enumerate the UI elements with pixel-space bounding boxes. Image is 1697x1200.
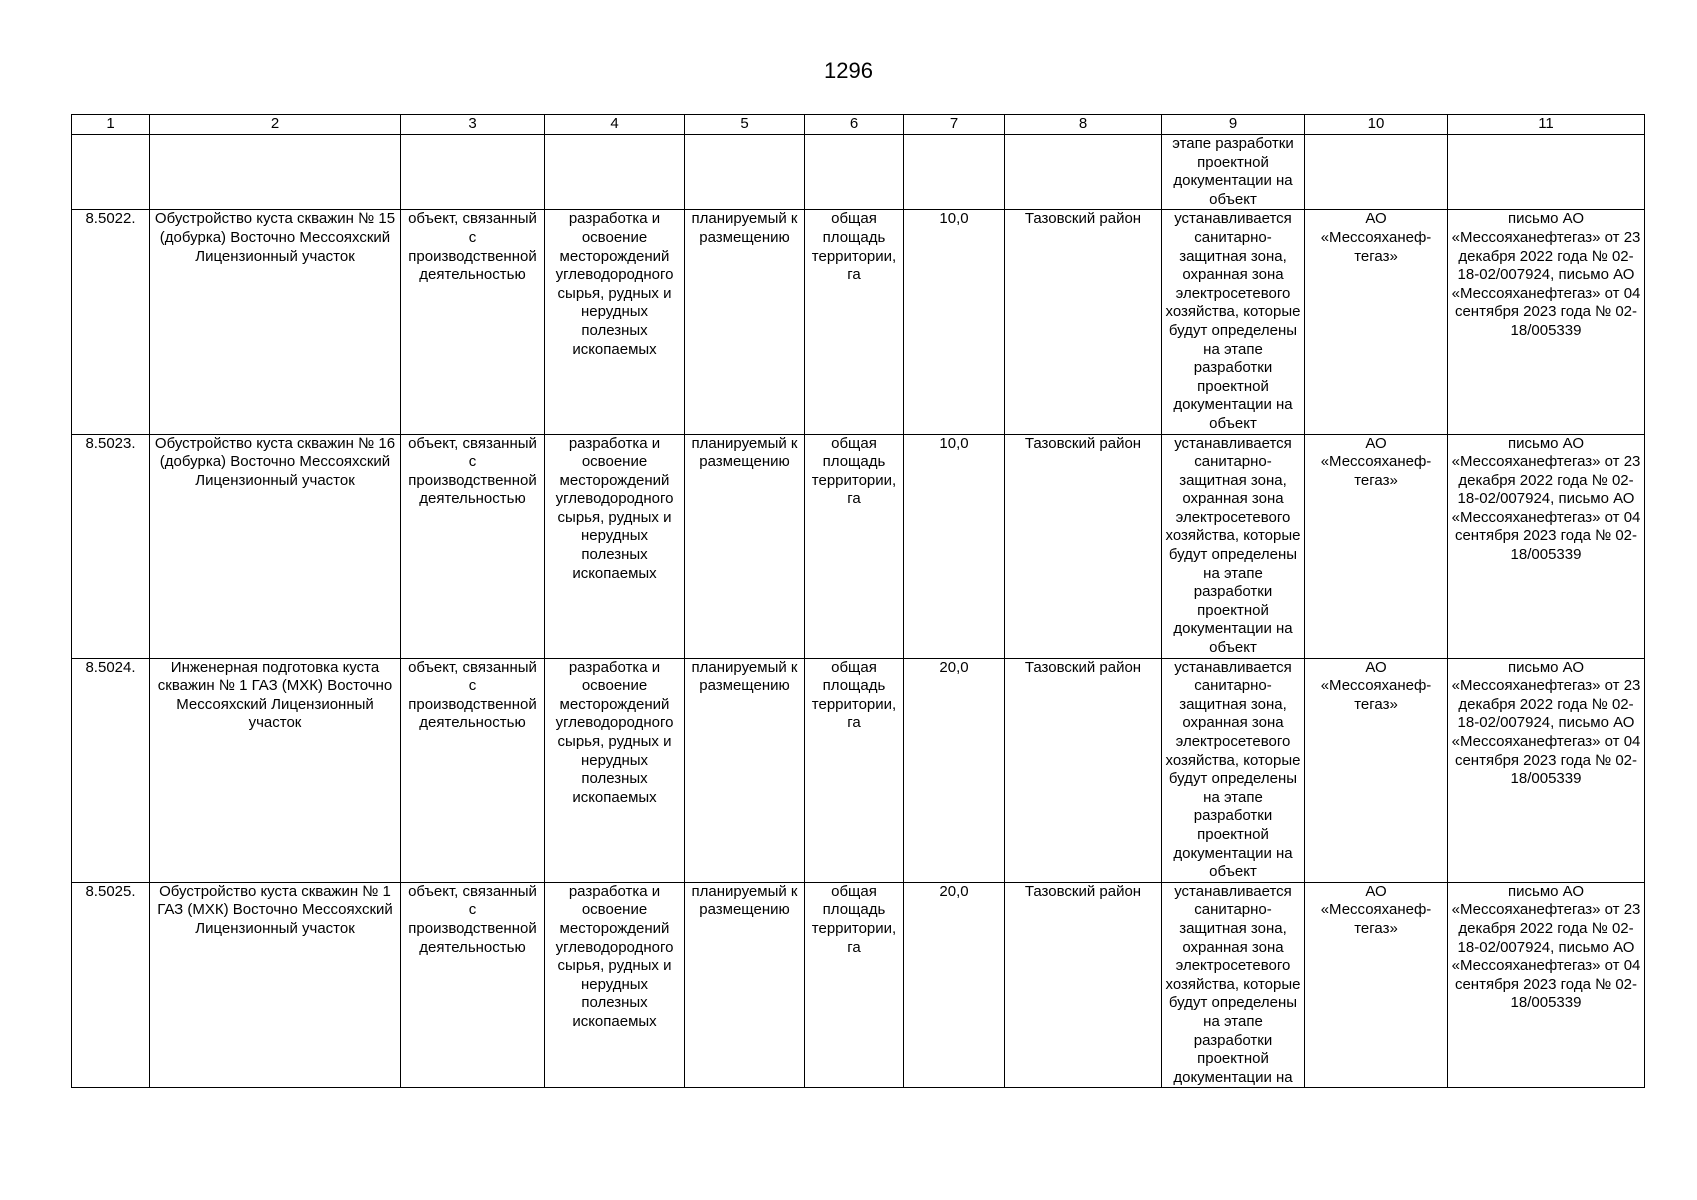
zone-cell: устанавливается санитарно-защитная зона, охранная зона электросетевого хозяйства, которые будут определены на этапе разработки проектной документации на: [1162, 882, 1305, 1088]
column-header: 8: [1005, 115, 1162, 135]
table-cell: [545, 135, 685, 210]
characteristic-cell: общая площадь территории, га: [805, 434, 904, 658]
object-type-cell: объект, связанный с производственной деятельностью: [401, 658, 545, 882]
organization-cell: АО «Мессояханеф-тегаз»: [1305, 882, 1448, 1088]
object-name-cell: Обустройство куста скважин № 15 (добурка) Восточно Мессояхский Лицензионный участок: [150, 210, 401, 434]
table-row: [72, 658, 1645, 882]
table-body: [72, 135, 1645, 1088]
table-cell: [904, 135, 1005, 210]
status-cell: планируемый к размещению: [685, 434, 805, 658]
zone-cell: устанавливается санитарно-защитная зона, охранная зона электросетевого хозяйства, которые будут определены на этапе разработки проектной документации на объект: [1162, 210, 1305, 434]
status-cell: планируемый к размещению: [685, 658, 805, 882]
column-header: 5: [685, 115, 805, 135]
continuation-row: [72, 135, 1645, 210]
column-header: 2: [150, 115, 401, 135]
basis-cell: письмо АО «Мессояханефтегаз» от 23 декабря 2022 года № 02-18-02/007924, письмо АО «Мессояханефтегаз» от 04 сентября 2023 года № 02-18/005339: [1448, 434, 1645, 658]
basis-cell: письмо АО «Мессояханефтегаз» от 23 декабря 2022 года № 02-18-02/007924, письмо АО «Мессояханефтегаз» от 04 сентября 2023 года № 02-18/005339: [1448, 210, 1645, 434]
object-name-cell: Обустройство куста скважин № 16 (добурка) Восточно Мессояхский Лицензионный участок: [150, 434, 401, 658]
table-cell: этапе разработки проектной документации на объект: [1162, 135, 1305, 210]
document-table: [71, 114, 1645, 1088]
district-cell: Тазовский район: [1005, 882, 1162, 1088]
status-cell: планируемый к размещению: [685, 210, 805, 434]
column-header: 4: [545, 115, 685, 135]
table-header: [72, 115, 1645, 135]
basis-cell: письмо АО «Мессояханефтегаз» от 23 декабря 2022 года № 02-18-02/007924, письмо АО «Мессояханефтегаз» от 04 сентября 2023 года № 02-18/005339: [1448, 882, 1645, 1088]
column-header: 10: [1305, 115, 1448, 135]
table-cell: [1005, 135, 1162, 210]
object-name-cell: Инженерная подготовка куста скважин № 1 ГАЗ (МХК) Восточно Мессояхский Лицензионный участок: [150, 658, 401, 882]
status-cell: планируемый к размещению: [685, 882, 805, 1088]
zone-cell: устанавливается санитарно-защитная зона, охранная зона электросетевого хозяйства, которые будут определены на этапе разработки проектной документации на объект: [1162, 434, 1305, 658]
header-row: [72, 115, 1645, 135]
purpose-cell: разработка и освоение месторождений углеводородного сырья, рудных и нерудных полезных ископаемых: [545, 434, 685, 658]
purpose-cell: разработка и освоение месторождений углеводородного сырья, рудных и нерудных полезных ископаемых: [545, 882, 685, 1088]
area-value-cell: 20,0: [904, 658, 1005, 882]
object-type-cell: объект, связанный с производственной деятельностью: [401, 882, 545, 1088]
table-cell: [685, 135, 805, 210]
organization-cell: АО «Мессояханеф-тегаз»: [1305, 434, 1448, 658]
column-header: 3: [401, 115, 545, 135]
district-cell: Тазовский район: [1005, 658, 1162, 882]
row-number-cell: 8.5023.: [72, 434, 150, 658]
zone-cell: устанавливается санитарно-защитная зона, охранная зона электросетевого хозяйства, которые будут определены на этапе разработки проектной документации на объект: [1162, 658, 1305, 882]
column-header: 11: [1448, 115, 1645, 135]
table-cell: [805, 135, 904, 210]
table-cell: [72, 135, 150, 210]
column-header: 9: [1162, 115, 1305, 135]
area-value-cell: 10,0: [904, 434, 1005, 658]
table-cell: [401, 135, 545, 210]
page-number: 1296: [824, 58, 873, 83]
column-header: 1: [72, 115, 150, 135]
table-cell: [150, 135, 401, 210]
characteristic-cell: общая площадь территории, га: [805, 210, 904, 434]
purpose-cell: разработка и освоение месторождений углеводородного сырья, рудных и нерудных полезных ископаемых: [545, 658, 685, 882]
table-row: [72, 434, 1645, 658]
table-row: [72, 210, 1645, 434]
district-cell: Тазовский район: [1005, 434, 1162, 658]
table-cell: [1448, 135, 1645, 210]
object-type-cell: объект, связанный с производственной деятельностью: [401, 210, 545, 434]
purpose-cell: разработка и освоение месторождений углеводородного сырья, рудных и нерудных полезных ископаемых: [545, 210, 685, 434]
basis-cell: письмо АО «Мессояханефтегаз» от 23 декабря 2022 года № 02-18-02/007924, письмо АО «Мессояханефтегаз» от 04 сентября 2023 года № 02-18/005339: [1448, 658, 1645, 882]
organization-cell: АО «Мессояханеф-тегаз»: [1305, 658, 1448, 882]
object-type-cell: объект, связанный с производственной деятельностью: [401, 434, 545, 658]
area-value-cell: 10,0: [904, 210, 1005, 434]
characteristic-cell: общая площадь территории, га: [805, 658, 904, 882]
table-cell: [1305, 135, 1448, 210]
table-row: [72, 882, 1645, 1088]
object-name-cell: Обустройство куста скважин № 1 ГАЗ (МХК) Восточно Мессояхский Лицензионный участок: [150, 882, 401, 1088]
row-number-cell: 8.5024.: [72, 658, 150, 882]
district-cell: Тазовский район: [1005, 210, 1162, 434]
organization-cell: АО «Мессояханеф-тегаз»: [1305, 210, 1448, 434]
column-header: 6: [805, 115, 904, 135]
column-header: 7: [904, 115, 1005, 135]
area-value-cell: 20,0: [904, 882, 1005, 1088]
row-number-cell: 8.5025.: [72, 882, 150, 1088]
row-number-cell: 8.5022.: [72, 210, 150, 434]
characteristic-cell: общая площадь территории, га: [805, 882, 904, 1088]
